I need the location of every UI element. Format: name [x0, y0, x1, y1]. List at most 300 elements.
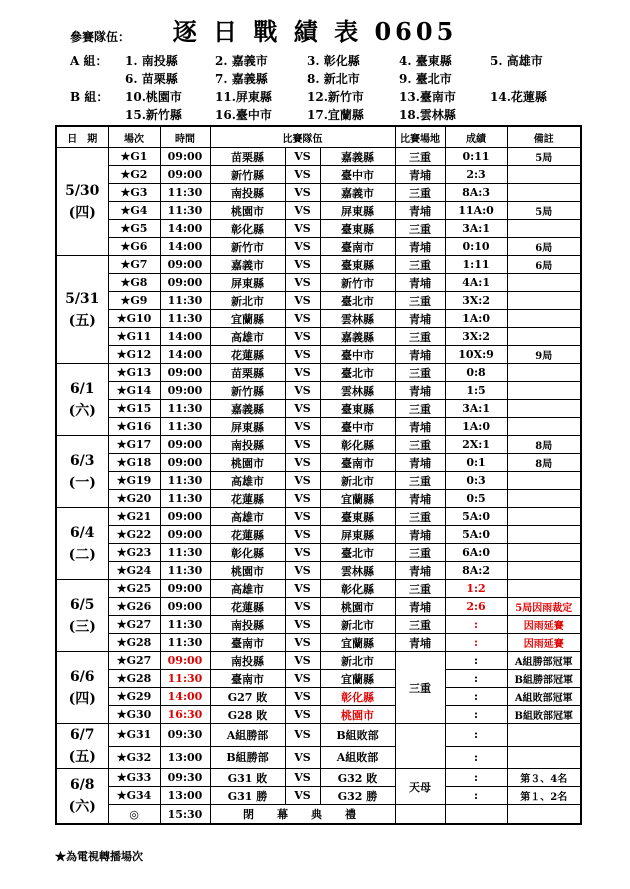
score-cell: : [445, 769, 507, 787]
game-id-cell: ★G15 [108, 400, 160, 418]
empty-cell [445, 805, 507, 825]
away-team-cell: 桃園市 [320, 598, 395, 616]
table-row [56, 220, 581, 238]
time-cell: 11:30 [160, 292, 210, 310]
home-team-cell: 高雄市 [210, 472, 285, 490]
note-cell: A組勝部冠軍 [507, 652, 581, 670]
venue-cell: 青埔 [395, 274, 445, 292]
vs-cell: VS [285, 472, 320, 490]
date-cell [56, 652, 108, 724]
team-entry: 12.新竹市 [307, 90, 364, 104]
game-id-cell: ★G31 [108, 724, 160, 747]
away-team-cell: 雲林縣 [320, 382, 395, 400]
table-row [56, 166, 581, 184]
home-team-cell: 臺南市 [210, 634, 285, 652]
away-team-cell: B組敗部 [320, 724, 395, 747]
schedule-table [55, 125, 582, 825]
venue-cell: 三重 [395, 220, 445, 238]
away-team-cell: 臺北市 [320, 292, 395, 310]
game-id-cell: ★G12 [108, 346, 160, 364]
home-team-cell: 南投縣 [210, 616, 285, 634]
time-cell: 16:30 [160, 706, 210, 724]
home-team-cell: 花蓮縣 [210, 598, 285, 616]
away-team-cell: 新竹市 [320, 274, 395, 292]
score-cell: 8A:2 [445, 562, 507, 580]
date-cell [56, 436, 108, 508]
weekday-label: (一) [68, 474, 96, 491]
note-cell: 8局 [507, 436, 581, 454]
note-cell: A組敗部冠軍 [507, 688, 581, 706]
team-entry: 4. 臺東縣 [399, 54, 452, 68]
game-id-cell: ★G1 [108, 148, 160, 166]
vs-cell: VS [285, 184, 320, 202]
away-team-cell: 臺東縣 [320, 220, 395, 238]
team-entry: 5. 高雄市 [490, 54, 543, 68]
time-cell: 11:30 [160, 490, 210, 508]
page-title: 逐 日 戰 績 表 0605 [172, 17, 458, 46]
table-row [56, 346, 581, 364]
vs-cell: VS [285, 616, 320, 634]
away-team-cell: 嘉義縣 [320, 148, 395, 166]
game-id-cell: ★G24 [108, 562, 160, 580]
home-team-cell: 新北市 [210, 292, 285, 310]
away-team-cell: 屏東縣 [320, 202, 395, 220]
table-row [56, 292, 581, 310]
score-cell: 0:3 [445, 472, 507, 490]
note-cell [507, 328, 581, 346]
home-team-cell: 嘉義縣 [210, 400, 285, 418]
team-entry: 8. 新北市 [307, 72, 360, 86]
venue-cell: 天母 [395, 769, 445, 805]
game-id-cell: ★G23 [108, 544, 160, 562]
vs-cell: VS [285, 364, 320, 382]
away-team-cell: 屏東縣 [320, 526, 395, 544]
venue-cell: 青埔 [395, 634, 445, 652]
time-cell: 09:00 [160, 508, 210, 526]
team-entry: 9. 臺北市 [399, 72, 452, 86]
score-cell: 0:8 [445, 364, 507, 382]
date-label: 6/8 [69, 777, 95, 793]
table-row [56, 328, 581, 346]
team-entry: 13.臺南市 [399, 90, 456, 104]
away-team-cell: 新北市 [320, 472, 395, 490]
game-id-cell: ★G18 [108, 454, 160, 472]
game-id-cell: ★G8 [108, 274, 160, 292]
score-cell: : [445, 616, 507, 634]
table-row [56, 562, 581, 580]
vs-cell: VS [285, 328, 320, 346]
home-team-cell: G31 敗 [210, 769, 285, 787]
vs-cell: VS [285, 706, 320, 724]
vs-cell: VS [285, 544, 320, 562]
note-cell: 6局 [507, 256, 581, 274]
time-cell: 11:30 [160, 472, 210, 490]
score-cell: 3X:2 [445, 292, 507, 310]
note-cell [507, 580, 581, 598]
date-cell [56, 580, 108, 652]
time-cell: 11:30 [160, 670, 210, 688]
time-cell: 11:30 [160, 418, 210, 436]
date-label: 6/7 [69, 727, 95, 743]
vs-cell: VS [285, 436, 320, 454]
vs-cell: VS [285, 634, 320, 652]
note-cell [507, 184, 581, 202]
score-cell: 8A:3 [445, 184, 507, 202]
col-header-date: 日 期 [56, 126, 108, 148]
vs-cell: VS [285, 724, 320, 747]
note-cell [507, 508, 581, 526]
note-cell: 5局 [507, 202, 581, 220]
team-entry: 2. 嘉義市 [215, 54, 268, 68]
home-team-cell: 彰化縣 [210, 220, 285, 238]
score-cell: : [445, 706, 507, 724]
venue-cell: 三重 [395, 508, 445, 526]
away-team-cell: 臺東縣 [320, 256, 395, 274]
score-cell: : [445, 787, 507, 805]
game-id-cell: ★G33 [108, 769, 160, 787]
note-cell [507, 364, 581, 382]
table-row [56, 746, 581, 769]
game-id-cell: ★G28 [108, 670, 160, 688]
table-row [56, 616, 581, 634]
game-id-cell: ★G25 [108, 580, 160, 598]
team-entry: 17.宜蘭縣 [307, 108, 364, 122]
date-label: 6/3 [69, 452, 95, 469]
score-cell: 1A:0 [445, 418, 507, 436]
time-cell: 09:00 [160, 526, 210, 544]
away-team-cell: 臺北市 [320, 544, 395, 562]
col-header-game: 場次 [108, 126, 160, 148]
table-row [56, 418, 581, 436]
table-row [56, 634, 581, 652]
team-entry: 18.雲林縣 [399, 108, 456, 122]
away-team-cell: G32 勝 [320, 787, 395, 805]
away-team-cell: 臺東縣 [320, 508, 395, 526]
weekday-label: (四) [68, 204, 96, 221]
home-team-cell: 桃園市 [210, 202, 285, 220]
time-cell: 09:00 [160, 382, 210, 400]
time-cell: 09:00 [160, 652, 210, 670]
vs-cell: VS [285, 652, 320, 670]
score-cell: 1:11 [445, 256, 507, 274]
game-id-cell: ★G16 [108, 418, 160, 436]
empty-cell [507, 805, 581, 825]
venue-cell: 三重 [395, 328, 445, 346]
closing-time-cell: 15:30 [160, 805, 210, 825]
score-cell: 0:10 [445, 238, 507, 256]
team-entry: 16.臺中市 [215, 108, 272, 122]
home-team-cell: 高雄市 [210, 508, 285, 526]
vs-cell: VS [285, 580, 320, 598]
date-cell [56, 724, 108, 769]
time-cell: 09:00 [160, 256, 210, 274]
game-id-cell: ★G21 [108, 508, 160, 526]
away-team-cell: 嘉義縣 [320, 328, 395, 346]
note-cell: 6局 [507, 238, 581, 256]
away-team-cell: 新北市 [320, 616, 395, 634]
away-team-cell: A組敗部 [320, 746, 395, 769]
time-cell: 09:00 [160, 436, 210, 454]
home-team-cell: 苗栗縣 [210, 148, 285, 166]
col-header-venue: 比賽場地 [395, 126, 445, 148]
away-team-cell: 宜蘭縣 [320, 670, 395, 688]
team-entry: 3. 彰化縣 [307, 54, 360, 68]
venue-cell: 青埔 [395, 166, 445, 184]
game-id-cell: ★G7 [108, 256, 160, 274]
time-cell: 11:30 [160, 634, 210, 652]
time-cell: 14:00 [160, 688, 210, 706]
score-cell: 10X:9 [445, 346, 507, 364]
col-header-time: 時間 [160, 126, 210, 148]
away-team-cell: 臺中市 [320, 166, 395, 184]
time-cell: 09:30 [160, 769, 210, 787]
home-team-cell: 新竹市 [210, 238, 285, 256]
table-row [56, 274, 581, 292]
venue-cell: 三重 [395, 364, 445, 382]
time-cell: 14:00 [160, 346, 210, 364]
time-cell: 11:30 [160, 562, 210, 580]
note-cell [507, 310, 581, 328]
vs-cell: VS [285, 688, 320, 706]
table-row [56, 526, 581, 544]
vs-cell: VS [285, 202, 320, 220]
score-cell: 11A:0 [445, 202, 507, 220]
venue-cell: 青埔 [395, 346, 445, 364]
table-row [56, 688, 581, 706]
vs-cell: VS [285, 400, 320, 418]
score-cell: 3A:1 [445, 220, 507, 238]
table-row [56, 580, 581, 598]
time-cell: 09:00 [160, 454, 210, 472]
away-team-cell: 彰化縣 [320, 580, 395, 598]
empty-cell [395, 805, 445, 825]
team-entry: 7. 嘉義縣 [215, 72, 268, 86]
vs-cell: VS [285, 526, 320, 544]
vs-cell: VS [285, 220, 320, 238]
col-header-note: 備註 [507, 126, 581, 148]
home-team-cell: 新竹縣 [210, 166, 285, 184]
note-cell: 9局 [507, 346, 581, 364]
table-row [56, 670, 581, 688]
date-cell [56, 364, 108, 436]
time-cell: 11:30 [160, 184, 210, 202]
game-id-cell: ★G27 [108, 652, 160, 670]
home-team-cell: 花蓮縣 [210, 346, 285, 364]
venue-cell: 三重 [395, 400, 445, 418]
game-id-cell: ★G5 [108, 220, 160, 238]
home-team-cell: 花蓮縣 [210, 526, 285, 544]
venue-cell: 青埔 [395, 238, 445, 256]
game-id-cell: ★G26 [108, 598, 160, 616]
group-b-label: B 組： [70, 90, 109, 104]
table-row [56, 148, 581, 166]
home-team-cell: 南投縣 [210, 652, 285, 670]
game-id-cell: ★G27 [108, 616, 160, 634]
weekday-label: (五) [68, 749, 96, 765]
table-row [56, 454, 581, 472]
away-team-cell: 雲林縣 [320, 310, 395, 328]
game-id-cell: ★G2 [108, 166, 160, 184]
game-id-cell: ★G13 [108, 364, 160, 382]
vs-cell: VS [285, 670, 320, 688]
home-team-cell: 苗栗縣 [210, 364, 285, 382]
time-cell: 11:30 [160, 202, 210, 220]
away-team-cell: 臺南市 [320, 238, 395, 256]
away-team-cell: 臺中市 [320, 418, 395, 436]
score-cell: 1:2 [445, 580, 507, 598]
away-team-cell: 宜蘭縣 [320, 490, 395, 508]
game-id-cell: ★G19 [108, 472, 160, 490]
note-cell [507, 418, 581, 436]
home-team-cell: 南投縣 [210, 184, 285, 202]
col-header-score: 成績 [445, 126, 507, 148]
note-cell: 8局 [507, 454, 581, 472]
home-team-cell: 宜蘭縣 [210, 310, 285, 328]
note-cell [507, 472, 581, 490]
table-row [56, 508, 581, 526]
score-cell: : [445, 688, 507, 706]
venue-cell: 三重 [395, 436, 445, 454]
home-team-cell: G28 敗 [210, 706, 285, 724]
venue-cell: 青埔 [395, 382, 445, 400]
time-cell: 09:00 [160, 598, 210, 616]
score-cell: 6A:0 [445, 544, 507, 562]
away-team-cell: 新北市 [320, 652, 395, 670]
table-header-row [56, 126, 581, 148]
vs-cell: VS [285, 562, 320, 580]
away-team-cell: 雲林縣 [320, 562, 395, 580]
venue-cell: 三重 [395, 580, 445, 598]
game-id-cell: ★G10 [108, 310, 160, 328]
table-row [56, 724, 581, 747]
vs-cell: VS [285, 346, 320, 364]
game-id-cell: ★G22 [108, 526, 160, 544]
time-cell: 13:00 [160, 787, 210, 805]
note-cell [507, 562, 581, 580]
table-row [56, 238, 581, 256]
team-entry: 14.花蓮縣 [490, 90, 547, 104]
home-team-cell: 新竹縣 [210, 382, 285, 400]
time-cell: 14:00 [160, 220, 210, 238]
game-id-cell: ★G29 [108, 688, 160, 706]
note-cell: B組勝部冠軍 [507, 670, 581, 688]
vs-cell: VS [285, 382, 320, 400]
game-id-cell: ★G17 [108, 436, 160, 454]
score-cell: : [445, 634, 507, 652]
time-cell: 09:00 [160, 364, 210, 382]
time-cell: 09:30 [160, 724, 210, 747]
note-cell [507, 274, 581, 292]
venue-cell: 青埔 [395, 598, 445, 616]
game-id-cell: ★G11 [108, 328, 160, 346]
score-cell: 0:1 [445, 454, 507, 472]
score-cell: : [445, 670, 507, 688]
closing-game-cell: ◎ [108, 805, 160, 825]
group-a-label: A 組： [70, 54, 108, 68]
date-cell [56, 508, 108, 580]
vs-cell: VS [285, 256, 320, 274]
home-team-cell: 屏東縣 [210, 418, 285, 436]
team-entry: 1. 南投縣 [125, 54, 178, 68]
home-team-cell: 臺南市 [210, 670, 285, 688]
vs-cell: VS [285, 454, 320, 472]
venue-cell: 三重 [395, 148, 445, 166]
away-team-cell: 臺中市 [320, 346, 395, 364]
table-row [56, 598, 581, 616]
table-row [56, 706, 581, 724]
date-label: 6/5 [69, 596, 95, 613]
venue-cell: 三重 [395, 472, 445, 490]
home-team-cell: 嘉義市 [210, 256, 285, 274]
score-cell: : [445, 652, 507, 670]
game-id-cell: ★G20 [108, 490, 160, 508]
home-team-cell: A組勝部 [210, 724, 285, 747]
venue-cell: 三重 [395, 292, 445, 310]
note-cell [507, 746, 581, 769]
away-team-cell: G32 敗 [320, 769, 395, 787]
away-team-cell: 彰化縣 [320, 436, 395, 454]
venue-cell: 三重 [395, 256, 445, 274]
vs-cell: VS [285, 508, 320, 526]
note-cell [507, 220, 581, 238]
note-cell [507, 166, 581, 184]
venue-cell: 青埔 [395, 202, 445, 220]
weekday-label: (四) [68, 690, 96, 707]
away-team-cell: 桃園市 [320, 706, 395, 724]
home-team-cell: 屏東縣 [210, 274, 285, 292]
venue-cell: 三重 [395, 616, 445, 634]
time-cell: 09:00 [160, 580, 210, 598]
time-cell: 11:30 [160, 400, 210, 418]
away-team-cell: 宜蘭縣 [320, 634, 395, 652]
weekday-label: (六) [68, 799, 96, 815]
team-entry: 6. 苗栗縣 [125, 72, 178, 86]
vs-cell: VS [285, 148, 320, 166]
table-row [56, 256, 581, 274]
date-cell [56, 256, 108, 364]
venue-cell: 三重 [395, 652, 445, 724]
time-cell: 09:00 [160, 148, 210, 166]
table-row [56, 184, 581, 202]
home-team-cell: 彰化縣 [210, 544, 285, 562]
venue-cell: 青埔 [395, 526, 445, 544]
date-label: 5/31 [65, 290, 100, 307]
vs-cell: VS [285, 292, 320, 310]
score-cell: 0:5 [445, 490, 507, 508]
score-cell: 3X:2 [445, 328, 507, 346]
table-row [56, 805, 581, 825]
venue-cell [395, 724, 445, 769]
date-label: 6/1 [69, 380, 95, 397]
score-cell: 1:5 [445, 382, 507, 400]
score-cell: 2:6 [445, 598, 507, 616]
table-row [56, 472, 581, 490]
home-team-cell: G27 敗 [210, 688, 285, 706]
vs-cell: VS [285, 787, 320, 805]
away-team-cell: 臺北市 [320, 364, 395, 382]
away-team-cell: 臺東縣 [320, 400, 395, 418]
time-cell: 11:30 [160, 544, 210, 562]
venue-cell: 青埔 [395, 562, 445, 580]
away-team-cell: 臺南市 [320, 454, 395, 472]
note-cell: 第１、2名 [507, 787, 581, 805]
venue-cell: 青埔 [395, 490, 445, 508]
score-cell: 2:3 [445, 166, 507, 184]
game-id-cell: ★G34 [108, 787, 160, 805]
home-team-cell: 高雄市 [210, 580, 285, 598]
note-cell [507, 724, 581, 747]
date-cell [56, 769, 108, 825]
